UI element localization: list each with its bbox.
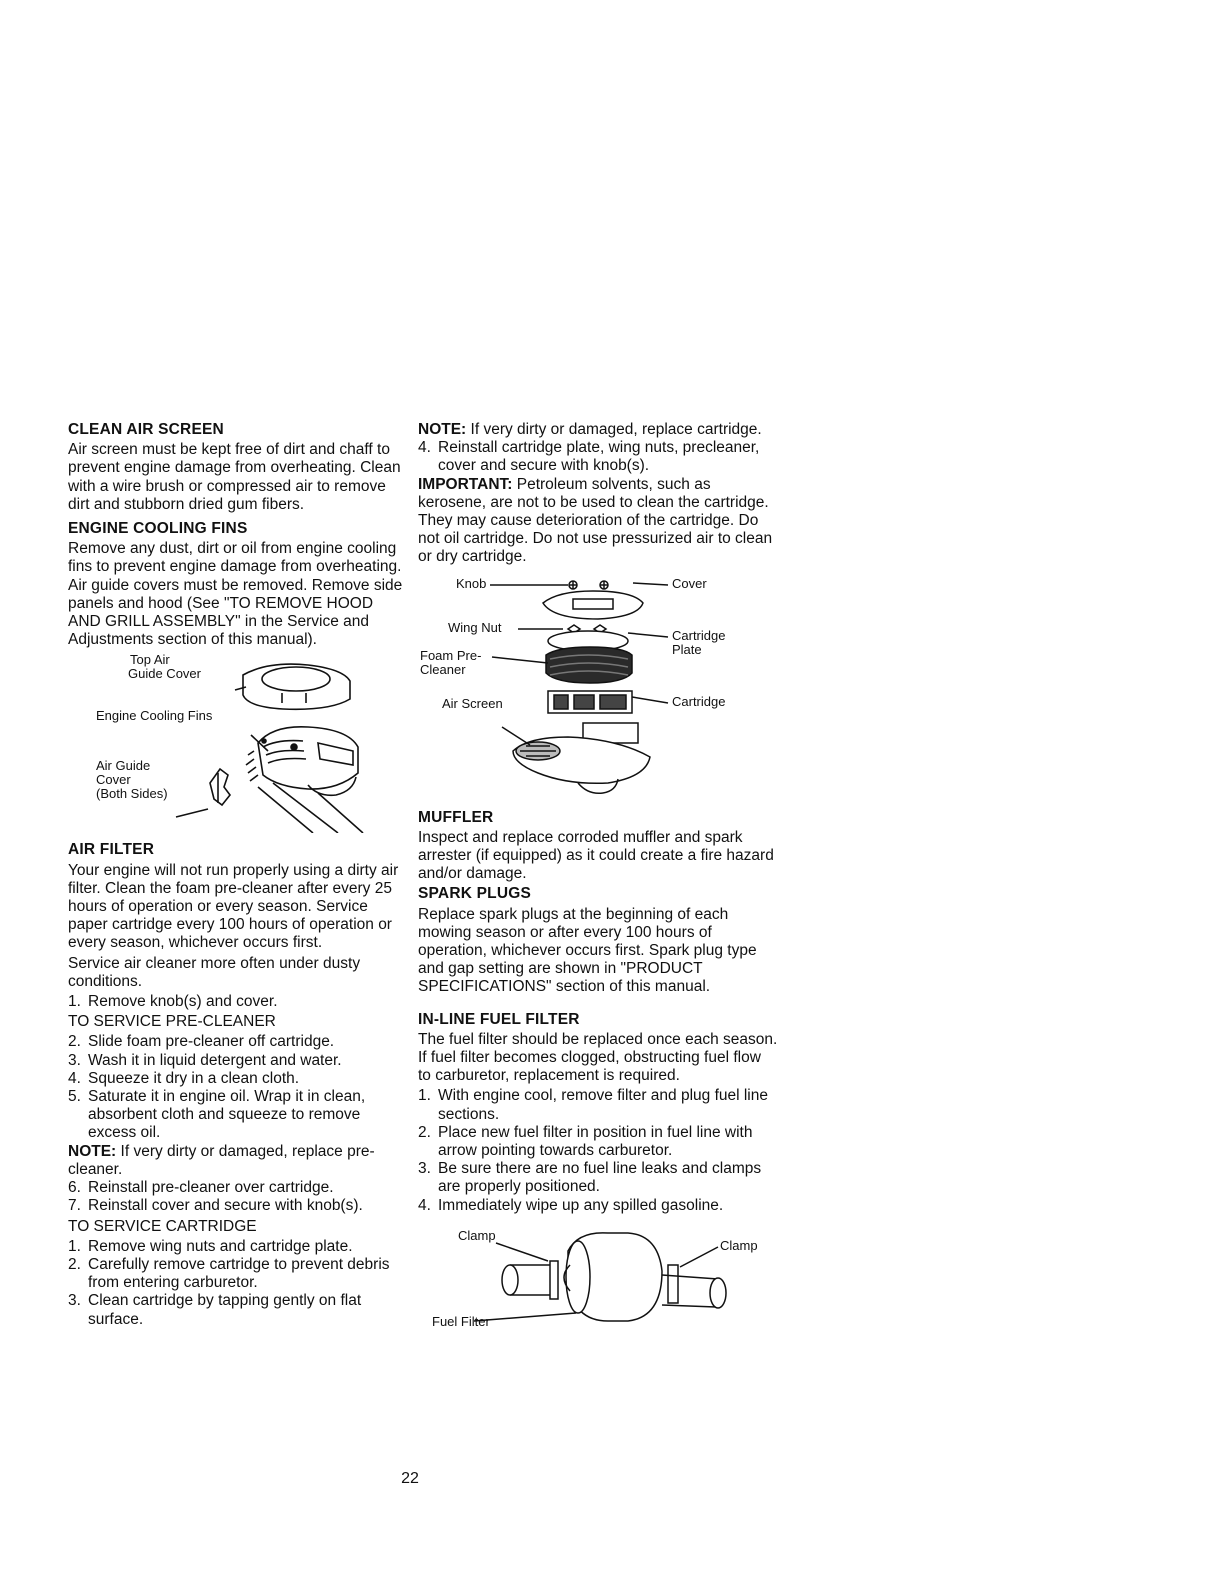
- air-filter-text-1: Your engine will not run properly using a dirty air filter. Clean the foam pre-cleaner after every 25 hours of operation or every season. Service paper cartridge every 100 hours of operation or every season, whichever occurs first.: [68, 861, 399, 952]
- label-cartridge: Cartridge: [672, 693, 726, 709]
- label-cartridge-plate-1: Cartridge: [672, 627, 726, 643]
- air-filter-heading: AIR FILTER: [68, 841, 155, 859]
- engine-figure: [68, 652, 388, 833]
- label-both-sides: (Both Sides): [96, 786, 168, 802]
- cartridge-steps: [68, 1238, 403, 1329]
- spark-plugs-heading: SPARK PLUGS: [418, 885, 532, 903]
- spark-plugs-text: Replace spark plugs at the beginning of each mowing season or after every 100 hours of operation, whichever occurs first. Spark plug type and gap setting are shown in "PRODUCT SPECIFICATIONS" section of this manual.: [418, 905, 757, 996]
- label-foam-precleaner-1: Foam Pre-: [420, 647, 482, 663]
- list-item: 4. Reinstall cartridge plate, wing nuts, precleaner, cover and secure with knob(s).: [418, 439, 760, 475]
- list-item: 5. Saturate it in engine oil. Wrap it in clean, absorbent cloth and squeeze to remove excess oil.: [68, 1088, 366, 1142]
- cartridge-note: NOTE: If very dirty or damaged, replace cartridge.: [418, 421, 762, 438]
- list-item: 2. Place new fuel filter in position in fuel line with arrow pointing towards carburetor.: [418, 1123, 753, 1160]
- list-item: 3. Be sure there are no fuel line leaks and clamps are properly positioned.: [418, 1160, 762, 1196]
- label-fuel-filter: Fuel Filter: [432, 1313, 490, 1329]
- fuel-filter-steps: [418, 1087, 778, 1214]
- list-item: 1. With engine cool, remove filter and plug fuel line sections.: [418, 1087, 768, 1123]
- label-air-guide: Air Guide: [96, 758, 151, 774]
- fuel-filter-heading: IN-LINE FUEL FILTER: [418, 1010, 580, 1028]
- label-clamp-left: Clamp: [458, 1227, 496, 1243]
- air-cleaner-exploded-view: [418, 573, 758, 801]
- important-note: IMPORTANT: Petroleum solvents, such as kerosene, are not to be used to clean the cartridge. They may cause deterioration of the cartridge. Do not oil cartridge. Do not use pressurized air to clean or dry cartridge.: [418, 475, 773, 566]
- muffler-heading: MUFFLER: [418, 808, 494, 826]
- service-precleaner-subheading: TO SERVICE PRE-CLEANER: [68, 1013, 276, 1031]
- label-foam-precleaner-2: Cleaner: [420, 661, 466, 677]
- clean-air-screen-heading: CLEAN AIR SCREEN: [68, 421, 224, 438]
- fuel-filter-figure: [418, 1221, 758, 1331]
- precleaner-steps-b: [68, 1179, 403, 1215]
- label-wing-nut: Wing Nut: [448, 619, 502, 635]
- right-column: [418, 421, 778, 1339]
- cartridge-steps-continued: [418, 439, 778, 475]
- clean-air-screen-text: Air screen must be kept free of dirt and chaff to prevent engine damage from overheating. Clean with a wire brush or compressed air to remove dirt and stubborn dried gum fibers.: [68, 441, 401, 513]
- label-guide-cover: Guide Cover: [128, 666, 201, 682]
- list-item: 2. Carefully remove cartridge to prevent debris from entering carburetor.: [68, 1255, 390, 1292]
- label-top-air: Top Air: [130, 652, 170, 668]
- list-item: 2. Slide foam pre-cleaner off cartridge.: [68, 1033, 335, 1051]
- air-filter-steps-a: [68, 993, 403, 1011]
- muffler-text: Inspect and replace corroded muffler and spark arrester (if equipped) as it could create a fire hazard and/or damage.: [418, 828, 774, 883]
- label-air-screen: Air Screen: [442, 695, 503, 711]
- precleaner-steps: [68, 1033, 403, 1142]
- label-knob: Knob: [456, 575, 487, 591]
- label-cover: Cover: [672, 575, 707, 591]
- engine-illustration: [68, 652, 388, 833]
- fuel-filter-text: The fuel filter should be replaced once each season. If fuel filter becomes clogged, obstructing fuel flow to carburetor, replacement is required.: [418, 1030, 778, 1085]
- label-clamp-right: Clamp: [720, 1237, 758, 1253]
- precleaner-note: NOTE: If very dirty or damaged, replace pre-cleaner.: [68, 1142, 375, 1178]
- list-item: 3. Wash it in liquid detergent and water.: [68, 1051, 342, 1069]
- list-item: 4. Squeeze it dry in a clean cloth.: [68, 1069, 300, 1087]
- air-filter-text-2: Service air cleaner more often under dusty conditions.: [68, 954, 361, 990]
- page-number: 22: [401, 1470, 419, 1487]
- left-column: [68, 421, 403, 1329]
- label-cartridge-plate-2: Plate: [672, 641, 702, 657]
- engine-cooling-fins-heading: ENGINE COOLING FINS: [68, 520, 248, 538]
- list-item: 4. Immediately wipe up any spilled gasoline.: [418, 1196, 724, 1214]
- engine-cooling-fins-text: Remove any dust, dirt or oil from engine cooling fins to prevent engine damage from overheating. Air guide covers must be removed. Remove side panels and hood (See "TO REMOVE HOOD AND GRILL ASSEMBLY" in the Service and Adjustments section of this manual).: [68, 540, 403, 649]
- list-item: 7. Reinstall cover and secure with knob(s).: [68, 1197, 363, 1215]
- list-item: 6. Reinstall pre-cleaner over cartridge.: [68, 1179, 334, 1197]
- list-item: 1. Remove knob(s) and cover.: [68, 993, 278, 1011]
- list-item: 1. Remove wing nuts and cartridge plate.: [68, 1237, 353, 1255]
- list-item: 3. Clean cartridge by tapping gently on flat surface.: [68, 1292, 362, 1328]
- service-cartridge-subheading: TO SERVICE CARTRIDGE: [68, 1217, 257, 1235]
- air-cleaner-figure: [418, 573, 758, 801]
- label-cover: Cover: [96, 772, 131, 788]
- label-engine-cooling-fins: Engine Cooling Fins: [96, 708, 213, 724]
